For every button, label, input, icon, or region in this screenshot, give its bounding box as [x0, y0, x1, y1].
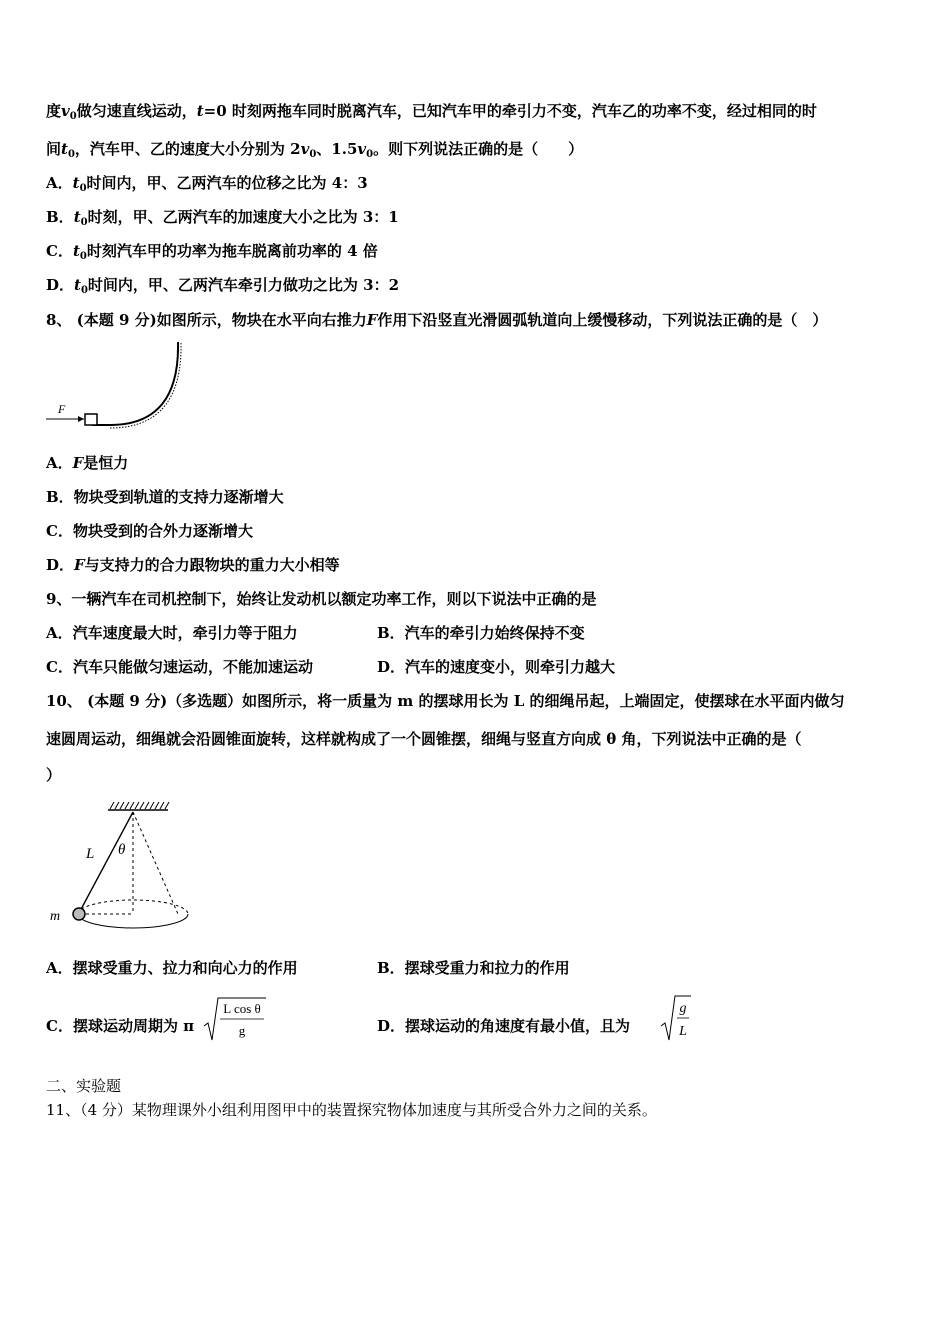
force-label: F	[58, 402, 66, 416]
pendulum-ball	[73, 908, 85, 920]
q10-stem-line2: 速圆周运动，细绳就会沿圆锥面旋转，这样就构成了一个圆锥摆，细绳与竖直方向成 θ 角，下列说法中正确的是（	[46, 730, 802, 748]
label-theta: θ	[118, 842, 126, 858]
q8-stem: 8、 (本题 9 分)如图所示，物块在水平向右推力F作用下沿竖直光滑圆弧轨道向上缓慢移动，下列说法正确的是（ ）	[46, 311, 828, 329]
q9-option-b: B．汽车的牵引力始终保持不变	[377, 624, 585, 642]
q8-option-d: D．F与支持力的合力跟物块的重力大小相等	[46, 556, 340, 574]
q10-option-d-sqrt	[659, 994, 693, 1044]
q7-option-b: B．$t_0$时刻，甲、乙两汽车的加速度大小之比为 3：1	[46, 208, 399, 228]
q9-option-a: A．汽车速度最大时，牵引力等于阻力	[46, 624, 298, 642]
q7-stem-line2: 间$t_0$，汽车甲、乙的速度大小分别为 $2v_0$、$1.5v_0$。则下列说法正确的是（ ）	[46, 140, 584, 160]
q9-option-c: C．汽车只能做匀速运动，不能加速运动	[46, 658, 313, 676]
q7-option-c: C．$t_0$时刻汽车甲的功率为拖车脱离前功率的 4 倍	[46, 242, 378, 262]
q8-option-a: A．F是恒力	[46, 454, 129, 472]
q7-option-d: D．$t_0$时间内，甲、乙两汽车牵引力做功之比为 3：2	[46, 276, 400, 296]
q8-arc-track-figure	[40, 340, 200, 430]
q10-option-d: D．摆球运动的角速度有最小值，且为	[377, 1017, 631, 1035]
q10-stem-line3: ）	[46, 766, 62, 784]
arc-track	[92, 342, 178, 425]
string	[79, 812, 133, 913]
q11-stem: 11、（4 分）某物理课外小组利用图甲中的装置探究物体加速度与其所受合外力之间的关系。	[46, 1101, 657, 1119]
q10-conical-pendulum-figure	[44, 796, 194, 941]
svg-text:g: g	[679, 1001, 687, 1016]
q9-option-d: D．汽车的速度变小，则牵引力越大	[377, 658, 616, 676]
q10-option-c-sqrt	[202, 996, 268, 1044]
block	[85, 414, 97, 425]
q8-option-c: C．物块受到的合外力逐渐增大	[46, 522, 253, 540]
label-L: L	[86, 846, 95, 862]
svg-text:g: g	[238, 1023, 246, 1038]
q7-option-a: A．$t_0$时间内，甲、乙两汽车的位移之比为 4：3	[46, 174, 368, 194]
q8-option-b: B．物块受到轨道的支持力逐渐增大	[46, 488, 284, 506]
q10-option-c: C．摆球运动周期为 π	[46, 1017, 195, 1035]
q9-stem: 9、一辆汽车在司机控制下，始终让发动机以额定功率工作，则以下说法中正确的是	[46, 590, 597, 608]
q10-stem-line1: 10、 (本题 9 分)（多选题）如图所示，将一质量为 m 的摆球用长为 L 的细绳吊起，上端固定，使摆球在水平面内做匀	[46, 692, 845, 710]
svg-text:L: L	[679, 1024, 687, 1039]
section-title: 二、实验题	[46, 1077, 122, 1095]
q10-option-a: A．摆球受重力、拉力和向心力的作用	[46, 959, 298, 977]
label-m: m	[50, 909, 61, 924]
q7-stem-line1: 度$v_0$做匀速直线运动，t=0 时刻两拖车同时脱离汽车，已知汽车甲的牵引力不变，汽车乙的功率不变，经过相同的时	[46, 102, 817, 122]
q10-option-b: B．摆球受重力和拉力的作用	[377, 959, 570, 977]
svg-text:L cos θ: L cos θ	[223, 1001, 261, 1016]
